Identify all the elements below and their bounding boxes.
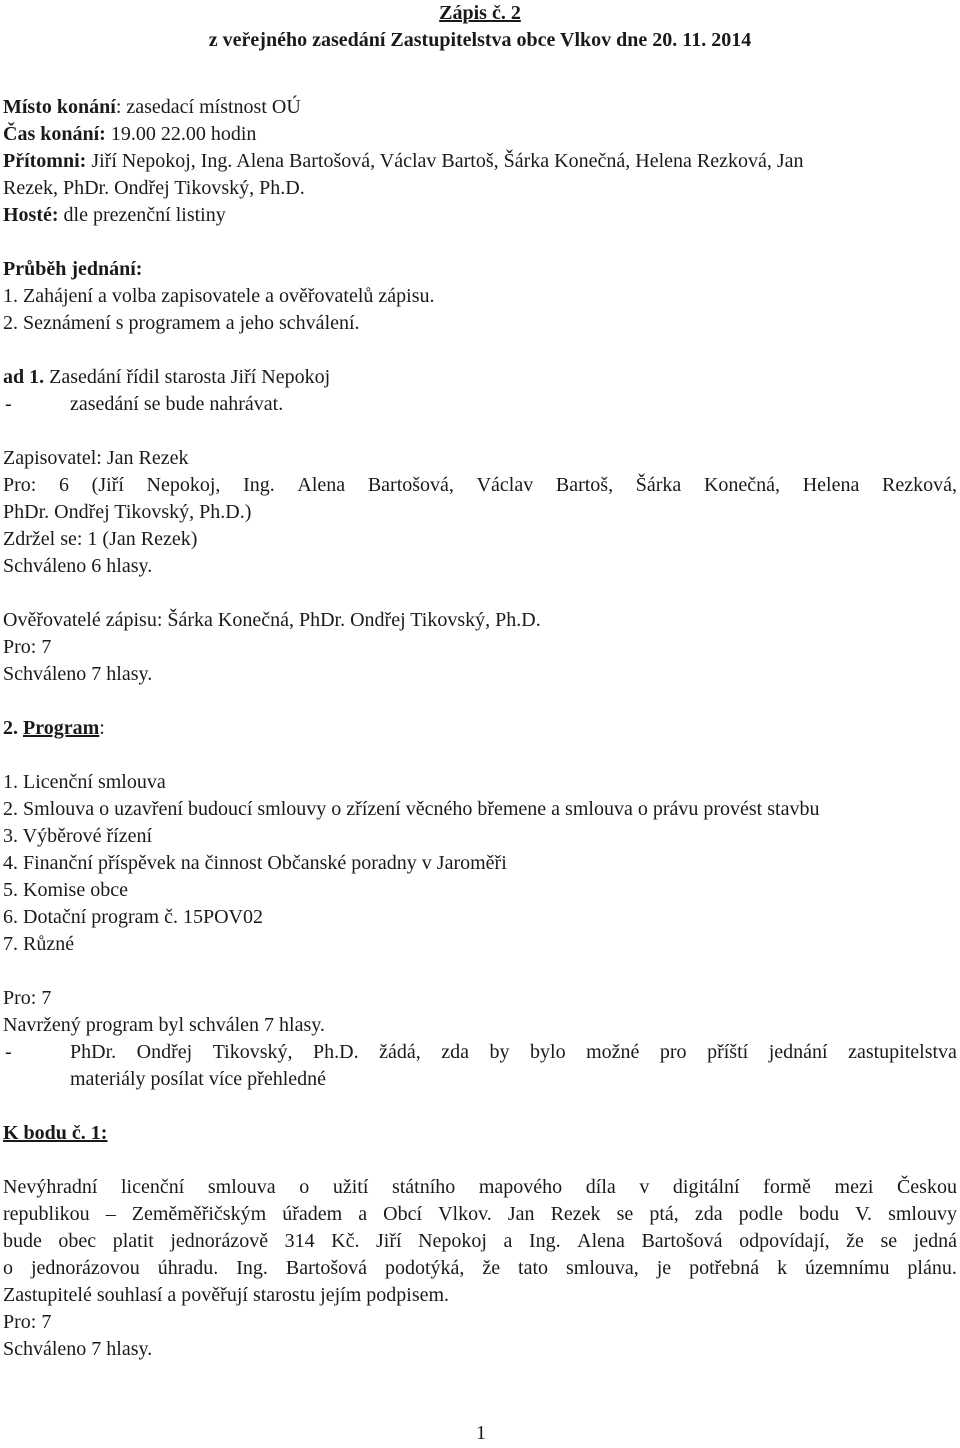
program-item: 5. Komise obce: [3, 879, 128, 901]
section-heading: K bodu č. 1:: [3, 1122, 108, 1144]
word: Obcí: [383, 1203, 423, 1225]
program-item: 6. Dotační program č. 15POV02: [3, 906, 263, 928]
word: republikou: [3, 1203, 90, 1225]
ad1-label: ad 1.: [3, 366, 45, 388]
word: mapového: [478, 1176, 563, 1198]
word: díla: [585, 1176, 616, 1198]
word: Vlkov.: [438, 1203, 492, 1225]
verifiers: Ověřovatelé zápisu: Šárka Konečná, PhDr. Ondřej Tikovský, Ph.D.: [3, 609, 541, 631]
word: se: [616, 1203, 634, 1225]
word: zastupitelstva: [848, 1041, 957, 1063]
page-number: 1: [476, 1422, 486, 1444]
word: odpovídají,: [739, 1230, 830, 1252]
recorder: Zapisovatel: Jan Rezek: [3, 447, 189, 469]
vote-result: Schváleno 7 hlasy.: [3, 1338, 153, 1360]
program-item: 4. Finanční příspěvek na činnost Občanské poradny v Jaroměři: [3, 852, 507, 874]
word: úřadem: [282, 1203, 343, 1225]
ad1-bullet-text: zasedání se bude nahrávat.: [70, 393, 284, 415]
word: –: [105, 1203, 116, 1225]
meeting-time-label: Čas konání:: [3, 123, 106, 145]
word: smlouvy: [888, 1203, 957, 1225]
vote-abstain: Zdržel se: 1 (Jan Rezek): [3, 528, 198, 550]
word: 6: [59, 474, 69, 496]
word: podotýká,: [384, 1257, 465, 1279]
program-heading: [3, 715, 105, 742]
word: Tikovský,: [212, 1041, 293, 1063]
word: Václav: [476, 474, 534, 496]
word: jedná: [913, 1230, 957, 1252]
word: a: [358, 1203, 368, 1225]
word: Bartoš,: [555, 474, 614, 496]
attendees-value: Jiří Nepokoj, Ing. Alena Bartošová, Václav Bartoš, Šárka Konečná, Helena Rezková, Jan: [86, 150, 804, 172]
program-note-text: [70, 1039, 957, 1066]
vote-pro: Pro: 7: [3, 1311, 52, 1333]
agenda-heading: Průběh jednání:: [3, 258, 143, 280]
program-number: 2.: [3, 717, 23, 739]
word: bude: [3, 1230, 42, 1252]
agenda-item: 1. Zahájení a volba zapisovatele a ověřovatelů zápisu.: [3, 285, 435, 307]
word: pro: [659, 1041, 687, 1063]
program-note-continued: materiály posílat více přehledné: [70, 1068, 327, 1090]
word: (Jiří: [91, 474, 124, 496]
program-item: 1. Licenční smlouva: [3, 771, 166, 793]
program-approved: Navržený program byl schválen 7 hlasy.: [3, 1014, 325, 1036]
word: potřebná: [689, 1257, 760, 1279]
word: Nepokoj: [418, 1230, 487, 1252]
paragraph-line: [3, 1201, 957, 1228]
word: užití: [332, 1176, 369, 1198]
word: je: [656, 1257, 672, 1279]
meeting-place: [3, 94, 301, 121]
ad1-line: [3, 364, 330, 391]
program-label: Program: [23, 717, 100, 739]
word: Ing.: [528, 1230, 561, 1252]
word: Ing.: [236, 1257, 268, 1279]
word: plánu.: [907, 1257, 957, 1279]
dash-marker: -: [5, 393, 12, 415]
word: platit: [112, 1230, 154, 1252]
word: bylo: [530, 1041, 566, 1063]
dash-marker: -: [5, 1041, 12, 1063]
vote-pro-line: [3, 472, 957, 499]
document-subtitle: z veřejného zasedání Zastupitelstva obce Vlkov dne 20. 11. 2014: [208, 29, 752, 51]
program-item: 2. Smlouva o uzavření budoucí smlouvy o zřízení věcného břemene a smlouva o právu provést stavbu: [3, 798, 820, 820]
meeting-place-value: : zasedací místnost OÚ: [115, 96, 301, 118]
word: digitální: [672, 1176, 740, 1198]
word: smlouva: [207, 1176, 276, 1198]
word: o: [3, 1257, 13, 1279]
paragraph-line: [3, 1174, 957, 1201]
word: bodu: [799, 1203, 840, 1225]
word: žádá,: [379, 1041, 421, 1063]
word: 314: [284, 1230, 315, 1252]
word: Bartošová: [285, 1257, 367, 1279]
word: příští: [707, 1041, 749, 1063]
attendees: [3, 148, 804, 175]
word: Rezek: [550, 1203, 601, 1225]
guests-value: dle prezenční listiny: [58, 204, 226, 226]
word: mezi: [834, 1176, 874, 1198]
word: formě: [763, 1176, 811, 1198]
attendees-continued: Rezek, PhDr. Ondřej Tikovský, Ph.D.: [3, 177, 305, 199]
word: Ondřej: [136, 1041, 193, 1063]
program-note: [5, 1039, 957, 1066]
guests: [3, 202, 226, 229]
program-colon: :: [99, 717, 105, 739]
word: Kč.: [331, 1230, 360, 1252]
word: zda: [694, 1203, 723, 1225]
word: úhradu.: [157, 1257, 219, 1279]
word: obec: [58, 1230, 97, 1252]
word: smlouva,: [566, 1257, 639, 1279]
paragraph-line: Zastupitelé souhlasí a pověřují starostu jejím podpisem.: [3, 1284, 450, 1306]
word: Alena: [297, 474, 346, 496]
word: se: [880, 1230, 898, 1252]
word: Nevýhradní: [3, 1176, 98, 1198]
vote-pro-line-continued: PhDr. Ondřej Tikovský, Ph.D.): [3, 501, 252, 523]
vote-result: Schváleno 7 hlasy.: [3, 663, 153, 685]
word: o: [299, 1176, 310, 1198]
word: Českou: [896, 1176, 957, 1198]
word: Ph.D.: [313, 1041, 359, 1063]
word: Helena: [802, 474, 860, 496]
word: že: [482, 1257, 501, 1279]
word: územnímu: [805, 1257, 890, 1279]
vote-result: Schváleno 6 hlasy.: [3, 555, 153, 577]
word: tato: [518, 1257, 549, 1279]
meeting-time-value: 19.00 22.00 hodin: [105, 123, 257, 145]
word: ptá,: [649, 1203, 679, 1225]
word: Bartošová,: [367, 474, 454, 496]
word: Konečná,: [703, 474, 781, 496]
word: Rezková,: [881, 474, 957, 496]
guests-label: Hosté:: [3, 204, 59, 226]
agenda-item: 2. Seznámení s programem a jeho schválení.: [3, 312, 360, 334]
word: možné: [586, 1041, 640, 1063]
meeting-time: [3, 121, 256, 148]
word: jednání: [768, 1041, 828, 1063]
word: Pro:: [3, 474, 37, 496]
word: Jiří: [376, 1230, 402, 1252]
word: Bartošová: [641, 1230, 723, 1252]
program-item: 3. Výběrové řízení: [3, 825, 153, 847]
word: Zeměměřičským: [131, 1203, 267, 1225]
ad1-text: Zasedání řídil starosta Jiří Nepokoj: [44, 366, 331, 388]
word: V.: [855, 1203, 873, 1225]
word: v: [639, 1176, 650, 1198]
word: státního: [391, 1176, 456, 1198]
word: jednorázově: [170, 1230, 269, 1252]
word: Nepokoj,: [146, 474, 221, 496]
word: Šárka: [635, 474, 682, 496]
word: a: [503, 1230, 513, 1252]
vote-pro: Pro: 7: [3, 987, 52, 1009]
word: Alena: [577, 1230, 625, 1252]
paragraph-line: [3, 1228, 957, 1255]
word: by: [489, 1041, 510, 1063]
paragraph-line: [3, 1255, 957, 1282]
word: PhDr.: [70, 1041, 117, 1063]
word: že: [846, 1230, 864, 1252]
word: Jan: [507, 1203, 535, 1225]
ad1-bullet: [5, 391, 284, 418]
word: zda: [441, 1041, 470, 1063]
word: k: [777, 1257, 788, 1279]
vote-pro: Pro: 7: [3, 636, 52, 658]
program-item: 7. Různé: [3, 933, 75, 955]
word: licenční: [121, 1176, 185, 1198]
document-title: Zápis č. 2: [439, 2, 521, 24]
word: jednorázovou: [30, 1257, 140, 1279]
attendees-label: Přítomni:: [3, 150, 87, 172]
word: Ing.: [243, 474, 275, 496]
meeting-place-label: Místo konání: [3, 96, 116, 118]
word: podle: [738, 1203, 784, 1225]
